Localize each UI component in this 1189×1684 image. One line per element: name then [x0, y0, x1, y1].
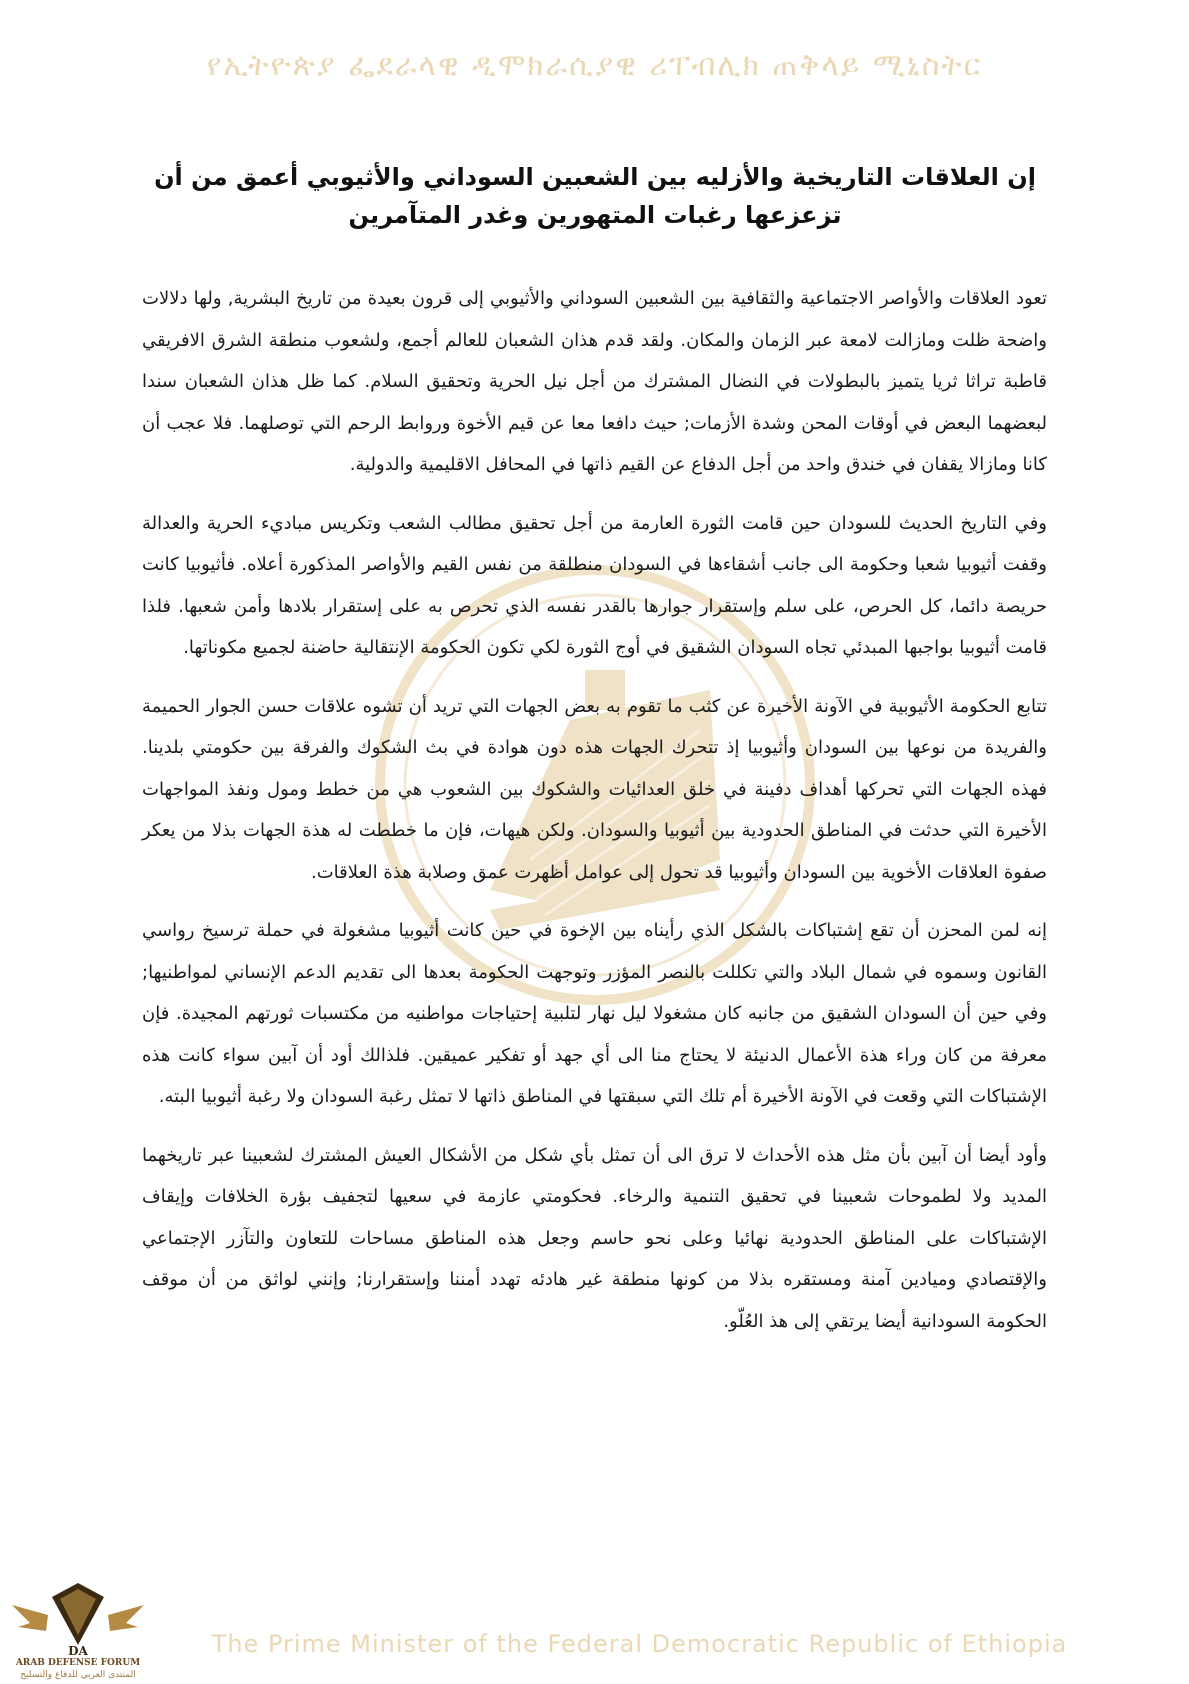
amharic-header: የኢትዮጵያ ፌደራላዊ ዲሞክራሲያዊ ሪፐብሊክ ጠቅላይ ሚኒስትር: [206, 48, 983, 83]
logo-name-ar: المنتدى العربي للدفاع والتسليح: [20, 1670, 136, 1680]
document-title: إن العلاقات التاريخية والأزليه بين الشعبين السوداني والأثيوبي أعمق من أن تزعزعها رغبات المتهورين وغدر المتآمرين: [154, 163, 1036, 229]
paragraph: تعود العلاقات والأواصر الاجتماعية والثقافية بين الشعبين السوداني والأثيوبي إلى قرون بعيدة من تاريخ البشرية, ولها دلالات واضحة ظلت ومازالت لامعة عبر الزمان والمكان. ولقد قدم هذان الشعبان للعالم أجمع، ولشعوب منطقة الشرق الافريقي قاطبة تراثا ثريا يتميز بالبطولات في النضال المشترك من أجل نيل الحرية وتحقيق السلام. كما ظل هذان الشعبان سندا لبعضهما البعض في أوقات المحن وشدة الأزمات; حيث دافعا معا عن قيم الأخوة وروابط الرحم التي توصلهما. فلا عجب أن كانا ومازالا يقفان في خندق واحد من أجل الدفاع عن القيم ذاتها في المحافل الاقليمية والدولية.: [142, 288, 1047, 475]
english-footer: The Prime Minister of the Federal Democratic Republic of Ethiopia: [211, 1630, 1068, 1658]
paragraph: وفي التاريخ الحديث للسودان حين قامت الثورة العارمة من أجل تحقيق مطالب الشعب وتكريس مباديء الحرية والعدالة وقفت أثيوبيا شعبا وحكومة الى جانب أشقاءها في السودان منطلقة من نفس القيم والأواصر المذكورة أعلاه. فأثيوبيا كانت حريصة دائما، كل الحرص، على سلم وإستقرار جوارها بالقدر نفسه الذي تحرص به على إستقرار بلادها وأمن شعبها. فلذا قامت أثيوبيا بواجبها المبدئي تجاه السودان الشقيق في أوج الثورة لكي تكون الحكومة الإنتقالية حاضنة لجميع مكوناتها.: [142, 512, 1047, 658]
paragraph: وأود أيضا أن آبين بأن مثل هذه الأحداث لا ترق الى أن تمثل بأي شكل من الأشكال العيش المشترك لشعبينا عبر تاريخهما المديد ولا لطموحات شعبينا في تحقيق التنمية والرخاء. فحكومتي عازمة في سعيها لتجفيف بؤرة الخلافات وإيقاف الإشتباكات على المناطق الحدودية نهائيا وعلى نحو حاسم وجعل هذه المناطق مساحات للتعاون والتآزر الإجتماعي والإقتصادي وميادين آمنة ومستقره بذلا من كونها منطقة غير هادئه تهدد أمننا وإستقرارنا; وإنني لواثق من أن موقف الحكومة السودانية أيضا يرتقي إلى هذ العُلّو.: [142, 1144, 1047, 1332]
document-body: [142, 278, 1047, 1359]
paragraph: إنه لمن المحزن أن تقع إشتباكات بالشكل الذي رأيناه بين الإخوة في حين كانت أثيوبيا مشغولة في حملة ترسيخ رواسي القانون وسموه في شمال البلاد والتي تكللت بالنصر المؤزر وتوجهت الحكومة بعدها الى تقديم الدعم الإنساني لمواطنيها; وفي حين أن السودان الشقيق من جانبه كان مشغولا ليل نهار لتلبية إحتياجات مواطنيه من مكتسبات ثورتهم المجيدة. فإن معرفة من كان وراء هذة الأعمال الدنيئة لا يحتاج منا الى أي جهد أو تفكير عميقين. فلذالك أود أن آبين سواء كانت هذه الإشتباكات التي وقعت في الآونة الأخيرة أم تلك التي سبقتها في المناطق ذاتها لا تمثل رغبة السودان ولا رغبة أثيوبيا البته.: [142, 920, 1047, 1107]
logo-name-en: ARAB DEFENSE FORUM: [15, 1658, 141, 1668]
paragraph: تتابع الحكومة الأثيوبية في الآونة الأخيرة عن كثب ما تقوم به بعض الجهات التي تريد أن تشوه علاقات حسن الجوار الحميمة والفريدة من نوعها بين السودان وأثيوبيا إذ تتحرك الجهات هذه دون هوادة في بث الشكوك والفرقة بين حكومتي بلدينا. فهذه الجهات التي تحركها أهداف دفينة في خلق العدائيات والشكوك بين الشعوب هي من خطط ومول ونفذ المواجهات الأخيرة التي حدثت في المناطق الحدودية بين أثيوبيا والسودان. ولكن هيهات، فإن ما خططت له هذة الجهات بذلا من يعكر صفوة العلاقات الأخوية بين السودان وأثيوبيا قد تحول إلى عوامل أظهرت عمق وصلابة هذة العلاقات.: [142, 695, 1047, 883]
logo-initials: DA: [68, 1644, 88, 1658]
